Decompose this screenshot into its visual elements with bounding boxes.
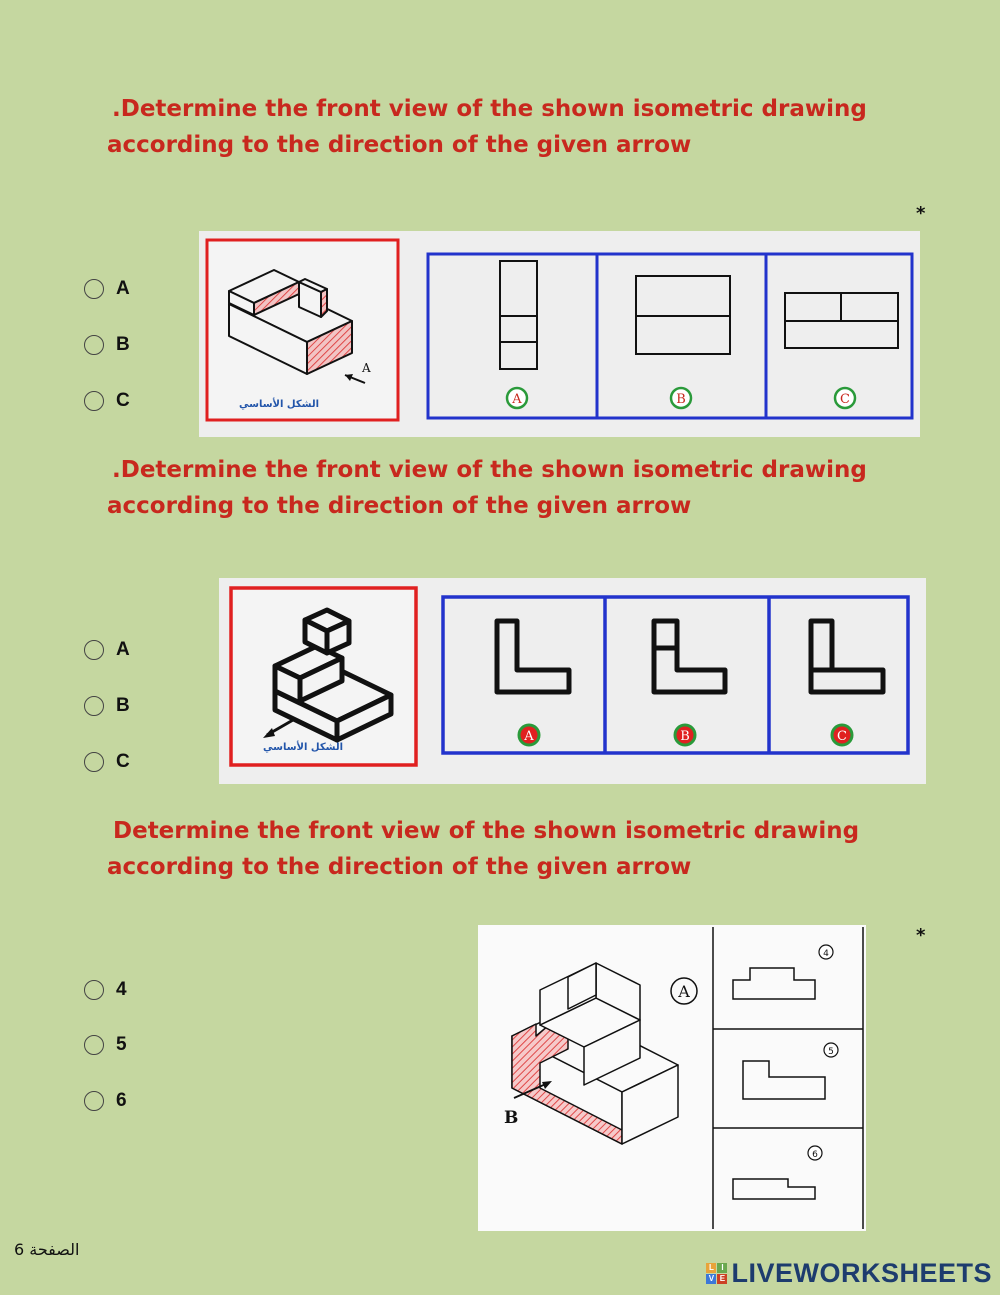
radio-button[interactable] — [84, 980, 104, 1000]
option-label: A — [116, 278, 130, 299]
radio-button[interactable] — [84, 335, 104, 355]
radio-button[interactable] — [84, 696, 104, 716]
view-c-drawing — [811, 621, 883, 692]
radio-button[interactable] — [84, 391, 104, 411]
figure-caption: الشكل الأساسي — [263, 742, 343, 753]
option-label: C — [116, 390, 130, 411]
question-3-en-line1: Determine the front view of the shown isometric drawing — [113, 818, 860, 844]
question-1-option-a[interactable] — [84, 275, 130, 303]
question-3-en-line2: according to the direction of the given arrow — [107, 854, 692, 880]
page-number: الصفحة 6 — [14, 1240, 80, 1259]
question-2-figure — [219, 578, 926, 784]
radio-button[interactable] — [84, 752, 104, 772]
view-5-drawing — [743, 1061, 825, 1099]
question-3-figure — [478, 925, 866, 1231]
option-label: 4 — [116, 979, 127, 1000]
view-b-drawing — [636, 276, 730, 354]
question-1-option-c[interactable] — [84, 387, 130, 415]
label-a: A — [678, 982, 690, 1001]
question-2-en-line2: according to the direction of the given arrow — [107, 493, 692, 519]
isometric-drawing — [512, 963, 678, 1144]
radio-button[interactable] — [84, 279, 104, 299]
radio-button[interactable] — [84, 640, 104, 660]
option-label: B — [116, 695, 130, 716]
question-2-option-b[interactable] — [84, 692, 130, 720]
logo-icon — [706, 1263, 727, 1284]
question-1-required-mark: * — [916, 203, 926, 224]
view-4-drawing — [733, 968, 815, 999]
liveworksheets-logo[interactable] — [706, 1258, 992, 1289]
question-1-en-line1: .Determine the front view of the shown isometric drawing — [112, 96, 867, 122]
choice-badge-b-label: B — [676, 392, 686, 407]
logo-letter: E — [717, 1274, 727, 1284]
question-1-figure — [199, 231, 920, 437]
question-3-required-mark: * — [916, 925, 926, 946]
choice-badge-b-label: B — [680, 729, 690, 744]
question-2-en-line1: .Determine the front view of the shown isometric drawing — [112, 457, 867, 483]
question-1-option-b[interactable] — [84, 331, 130, 359]
figure-caption: الشكل الأساسي — [239, 399, 319, 410]
option-label: C — [116, 751, 130, 772]
option-label: B — [116, 334, 130, 355]
view-a-drawing — [497, 621, 569, 692]
option-label: 5 — [116, 1034, 127, 1055]
choice-badge-a-label: A — [524, 729, 534, 744]
question-2-option-c[interactable] — [84, 748, 130, 776]
option-label: 6 — [116, 1090, 127, 1111]
logo-text: LIVEWORKSHEETS — [731, 1258, 992, 1288]
logo-letter: I — [717, 1263, 727, 1273]
view-b-drawing — [654, 621, 725, 692]
view-number-6: 6 — [812, 1150, 818, 1160]
question-3-option-4[interactable] — [84, 976, 127, 1004]
view-number-4: 4 — [823, 949, 829, 959]
option-label: A — [116, 639, 130, 660]
logo-letter: L — [706, 1263, 716, 1273]
view-number-5: 5 — [828, 1047, 834, 1057]
view-6-drawing — [733, 1179, 815, 1199]
question-2-option-a[interactable] — [84, 636, 130, 664]
question-3-option-5[interactable] — [84, 1031, 127, 1059]
question-1-en-line2: according to the direction of the given arrow — [107, 132, 692, 158]
radio-button[interactable] — [84, 1091, 104, 1111]
choice-badge-c-label: C — [840, 392, 850, 407]
view-c-drawing — [785, 293, 898, 348]
arrow-label-b: B — [504, 1108, 519, 1128]
choice-badge-a-label: A — [512, 392, 522, 407]
logo-letter: V — [706, 1274, 716, 1284]
view-a-drawing — [500, 261, 537, 369]
question-3-option-6[interactable] — [84, 1087, 127, 1115]
radio-button[interactable] — [84, 1035, 104, 1055]
choice-badge-c-label: C — [837, 729, 847, 744]
arrow-label: A — [362, 361, 371, 375]
